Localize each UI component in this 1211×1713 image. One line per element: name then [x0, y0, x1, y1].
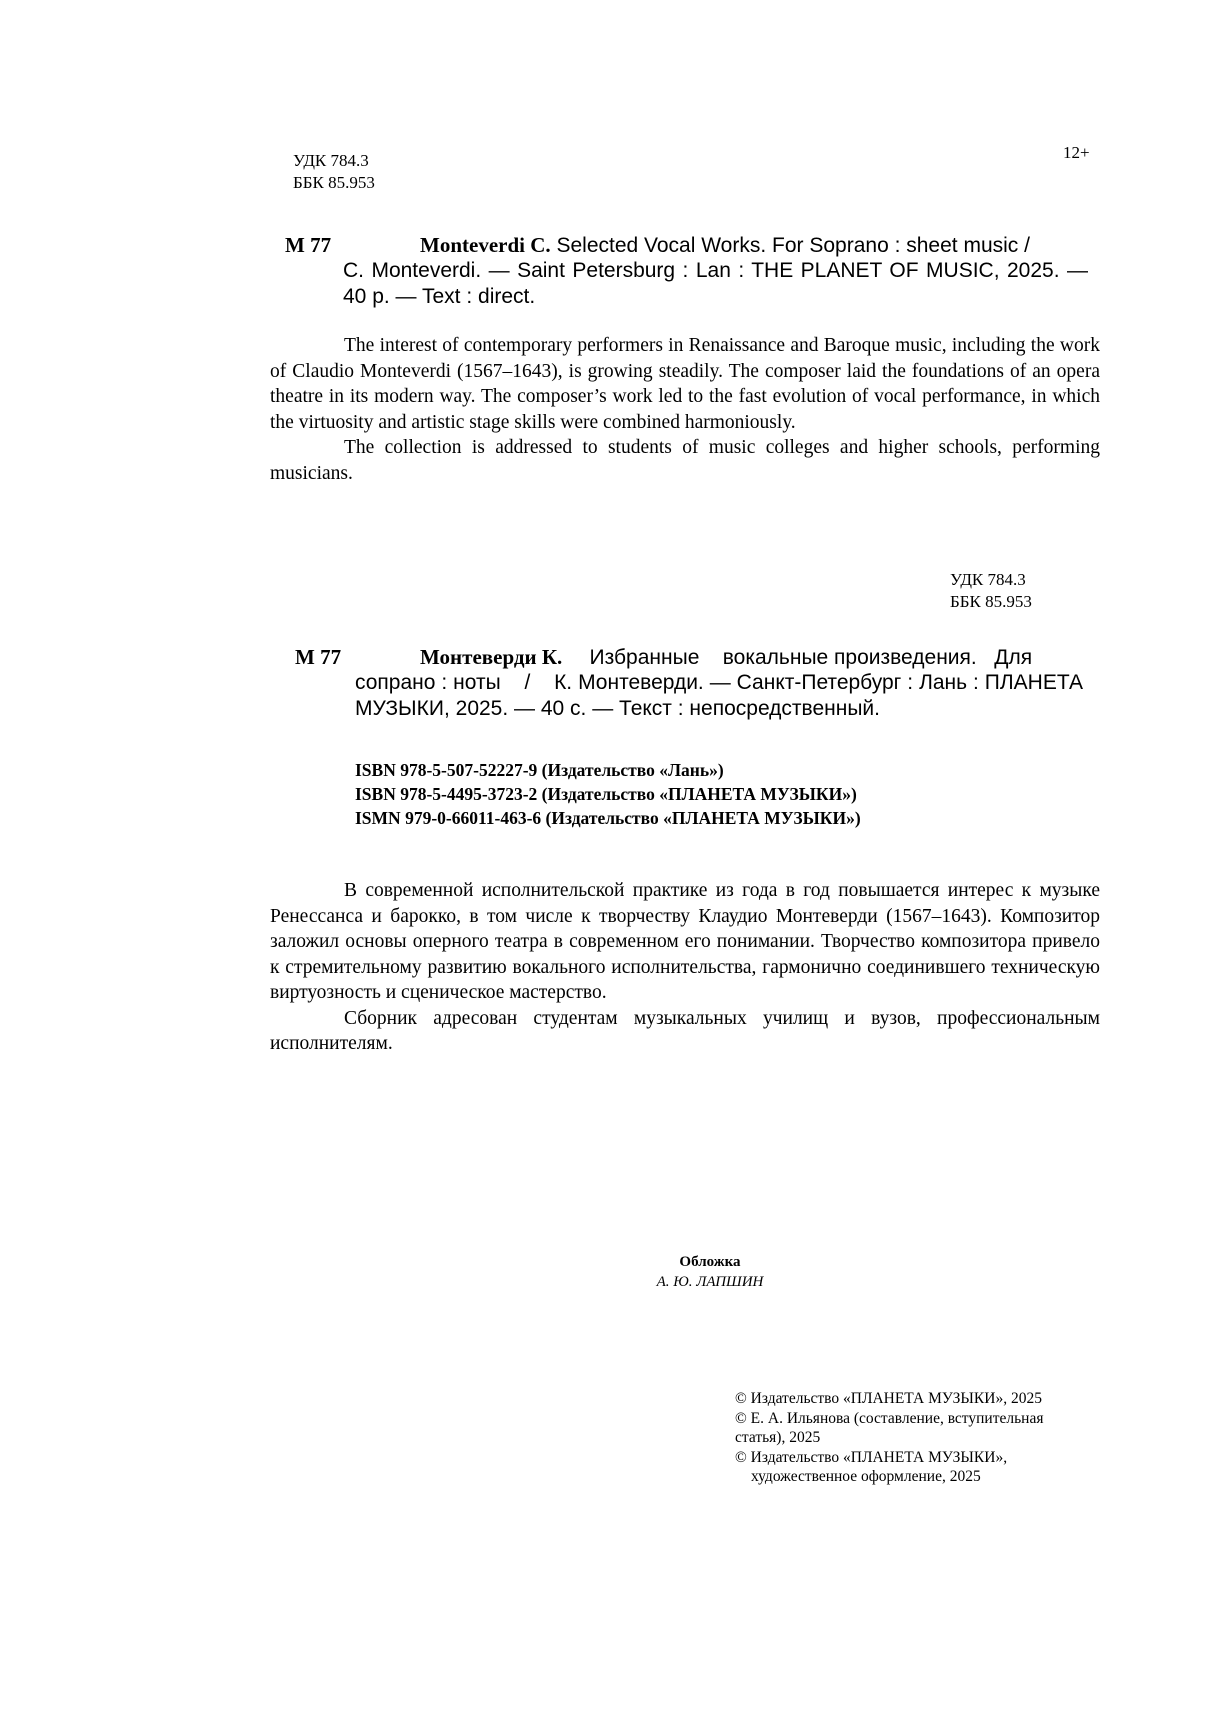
cover-artist: А. Ю. ЛАПШИН	[656, 1274, 764, 1290]
ru-classification	[950, 569, 1032, 613]
en-udk: УДК 784.3	[293, 151, 369, 170]
ru-abstract-paragraph: Сборник адресован студентам музыкальных училищ и вузов, профессиональным исполнителям.	[270, 1007, 1100, 1054]
ru-entry-continuation: сопрано : ноты / К. Монтеверди. — Санкт-Петербург : Лань : ПЛАНЕТА МУЗЫКИ, 2025. — 40 с. — Текст : непосредственный.	[355, 671, 1089, 720]
en-classification	[293, 150, 375, 194]
ismn-line: ISMN 979-0-66011-463-6 (Издательство «ПЛАНЕТА МУЗЫКИ»)	[355, 808, 861, 828]
ru-entry-code: М 77	[295, 645, 342, 669]
age-rating: 12+	[1063, 143, 1090, 162]
en-entry-title: Selected Vocal Works. For Soprano : sheet music /	[550, 234, 1030, 257]
en-entry-code: M 77	[285, 233, 332, 257]
ru-abstract-paragraph: В современной исполнительской практике из года в год повышается интерес к музыке Ренессанса и барокко, в том числе к творчеству Клаудио Монтеверди (1567–1643). Композитор заложил основы оперного театра в современном его понимании. Творчество композитора привело к стремительному развитию вокального исполнительства, гармонично соединившего техническую виртуозность и сценическое мастерство.	[270, 880, 1100, 1003]
isbn-line: ISBN 978-5-507-52227-9 (Издательство «Лань»)	[355, 760, 724, 780]
ru-bbk: ББК 85.953	[950, 592, 1032, 611]
ru-abstract	[270, 878, 1100, 1057]
isbn-block	[355, 758, 861, 830]
copyright-line: © Е. А. Ильянова (составление, вступительная статья), 2025	[735, 1409, 1044, 1446]
en-entry-author: Monteverdi C.	[420, 233, 551, 257]
copyright-line: © Издательство «ПЛАНЕТА МУЗЫКИ», 2025	[735, 1390, 1042, 1407]
copyright-line: © Издательство «ПЛАНЕТА МУЗЫКИ»,	[735, 1448, 1008, 1466]
isbn-line: ISBN 978-5-4495-3723-2 (Издательство «ПЛАНЕТА МУЗЫКИ»)	[355, 784, 857, 804]
cover-credit	[560, 1252, 860, 1292]
ru-entry-title: Избранные вокальные произведения. Для	[589, 646, 1033, 669]
en-entry-continuation: C. Monteverdi. — Saint Petersburg : Lan : THE PLANET OF MUSIC, 2025. — 40 p. — Text : direct.	[343, 259, 1088, 308]
ru-udk: УДК 784.3	[950, 570, 1026, 589]
en-bbk: ББК 85.953	[293, 173, 375, 192]
en-abstract	[270, 333, 1100, 486]
copyright-block	[735, 1389, 1090, 1487]
cover-label: Обложка	[679, 1254, 741, 1270]
en-catalog-entry	[285, 232, 1100, 312]
ru-catalog-entry	[295, 644, 1095, 724]
en-abstract-paragraph: The interest of contemporary performers in Renaissance and Baroque music, including the work of Claudio Monteverdi (1567–1643), is growing steadily. The composer laid the foundations of an opera theatre in its modern way. The composer’s work led to the fast evolution of vocal performance, in which the virtuosity and artistic stage skills were combined harmoniously.	[270, 335, 1100, 433]
en-abstract-paragraph: The collection is addressed to students of music colleges and higher schools, performing musicians.	[270, 437, 1100, 484]
copyright-line: художественное оформление, 2025	[751, 1468, 981, 1485]
ru-entry-author: Монтеверди К.	[420, 645, 563, 669]
